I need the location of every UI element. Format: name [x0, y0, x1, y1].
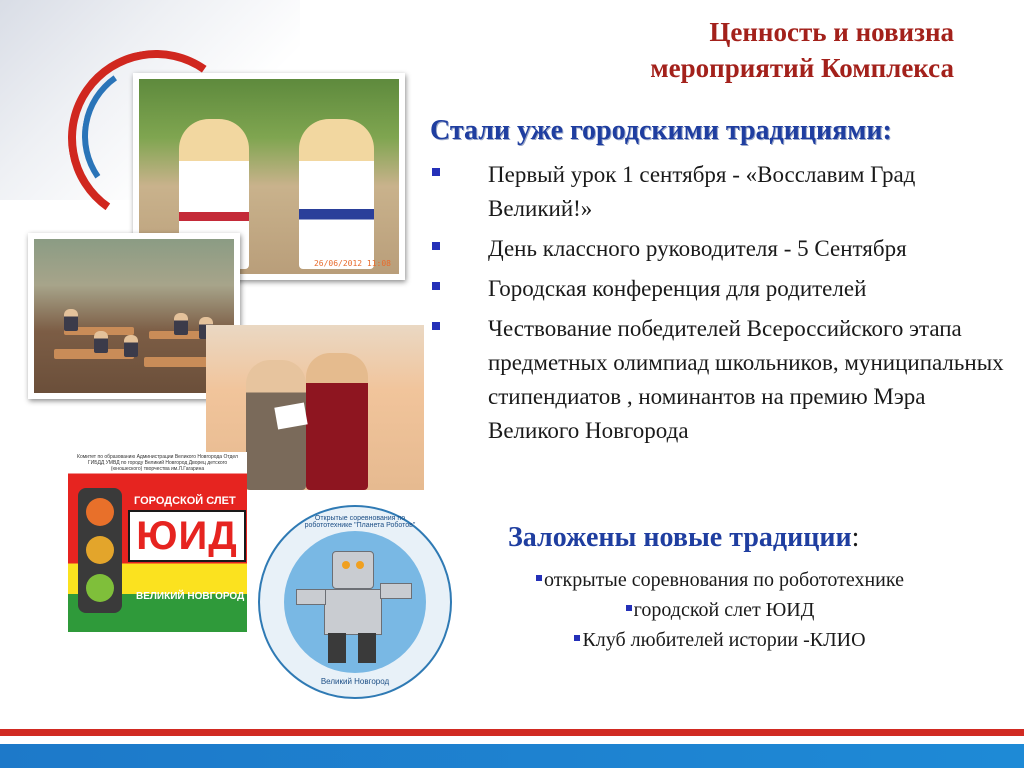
pupil	[174, 313, 188, 335]
list-item	[430, 595, 1010, 625]
bullet-square-icon	[432, 282, 440, 290]
pupil	[124, 335, 138, 357]
photo-date-stamp: 26/06/2012 11:08	[313, 259, 391, 268]
uid-rally-logo	[68, 452, 247, 632]
robotics-logo	[258, 505, 452, 699]
robot-leg	[358, 633, 376, 663]
bullet-square-icon	[626, 605, 632, 611]
uid-logo-slet: ГОРОДСКОЙ СЛЕТ	[134, 495, 236, 507]
list-item-text: Клуб любителей истории -КЛИО	[582, 629, 866, 651]
traffic-lamp-red	[86, 498, 114, 526]
new-traditions-list	[430, 565, 1010, 655]
robot-arm	[380, 583, 412, 599]
robot-body	[324, 589, 382, 635]
list-item-text: День классного руководителя - 5 Сентября	[488, 236, 907, 261]
uid-logo-title: ЮИД	[128, 510, 246, 562]
robot-head	[332, 551, 374, 589]
robot-arm	[296, 589, 326, 605]
slide-title	[650, 14, 954, 86]
robotics-logo-ring-bottom: Великий Новгород	[320, 677, 390, 686]
photo-classroom-image	[34, 239, 234, 393]
traffic-lamp-green	[86, 574, 114, 602]
list-item-text: Чествование победителей Всероссийского этапа предметных олимпиад школьников, муниципальных стипендиатов , номинантов на премию Мэра Великого Новгорода	[488, 316, 1004, 443]
title-line-2: мероприятий Комплекса	[650, 53, 954, 83]
uid-logo-small-text: Комитет по образованию Администрации Великого Новгорода Отдел ГИБДД УМВД по городу Великий Новгород Дворец детского (юношеского) творчества им.Л.Гагарина	[77, 454, 238, 472]
bullet-square-icon	[432, 322, 440, 330]
footer-red-stripe	[0, 729, 1024, 736]
robot-eye	[356, 561, 364, 569]
traditions-list	[430, 158, 1010, 454]
list-item-text: городской слет ЮИД	[633, 599, 815, 621]
list-item-text: Первый урок 1 сентября - «Восславим Град Великий!»	[488, 162, 916, 221]
list-item	[430, 158, 1010, 226]
list-item	[430, 625, 1010, 655]
girl-figure	[299, 119, 374, 269]
new-traditions-heading-text: Заложены новые традиции	[508, 522, 852, 553]
traditions-heading: Стали уже городскими традициями:	[430, 115, 892, 146]
robotics-logo-inner	[284, 531, 426, 673]
footer-blue-stripe	[0, 744, 1024, 768]
pupil	[64, 309, 78, 331]
list-item	[430, 232, 1010, 266]
bullet-square-icon	[432, 168, 440, 176]
list-item	[430, 272, 1010, 306]
uid-logo-city: ВЕЛИКИЙ НОВГОРОД	[136, 591, 245, 602]
list-item	[430, 565, 1010, 595]
bullet-square-icon	[432, 242, 440, 250]
robot-leg	[328, 633, 346, 663]
title-line-1: Ценность и новизна	[709, 17, 954, 47]
new-traditions-heading-colon: :	[851, 522, 860, 553]
traffic-light-icon	[78, 488, 122, 613]
bullet-square-icon	[574, 635, 580, 641]
pupil	[94, 331, 108, 353]
new-traditions-heading	[508, 522, 859, 554]
list-item-text: открытые соревнования по робототехнике	[544, 569, 904, 591]
list-item-text: Городская конференция для родителей	[488, 276, 867, 301]
bullet-square-icon	[536, 575, 542, 581]
person-figure	[306, 353, 368, 490]
traffic-lamp-yellow	[86, 536, 114, 564]
list-item	[430, 312, 1010, 448]
robot-eye	[342, 561, 350, 569]
robotics-logo-ring-top: Открытые соревнования по робототехнике "Планета Роботов"	[304, 515, 416, 529]
